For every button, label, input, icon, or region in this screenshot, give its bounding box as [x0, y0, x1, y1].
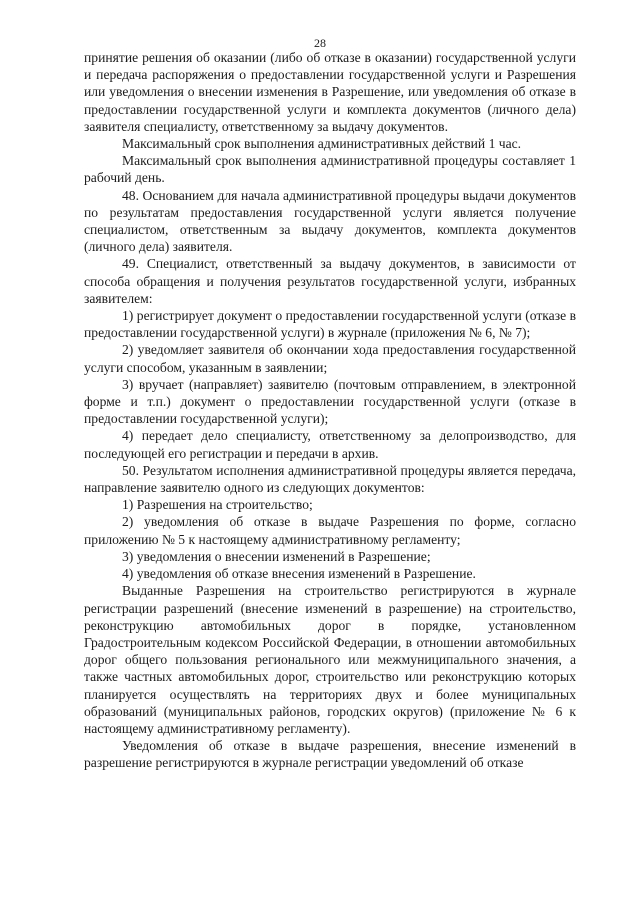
page-number: 28: [314, 36, 326, 50]
paragraph: 2) уведомления об отказе в выдаче Разрешения по форме, согласно приложению № 5 к настоящему административному регламенту;: [84, 514, 576, 547]
paragraph: принятие решения об оказании (либо об отказе в оказании) государственной услуги и передача распоряжения о предоставлении государственной услуги и Разрешения или уведомления о внесении изменения в Разрешение, или уведомления об отказе в предоставлении государственной услуги и комплекта документов (личного дела) заявителя специалисту, ответственному за выдачу документов.: [84, 50, 576, 134]
paragraph: 49. Специалист, ответственный за выдачу документов, в зависимости от способа обращения и получения результатов государственной услуги, избранных заявителем:: [84, 256, 576, 306]
paragraph: 4) уведомления об отказе внесения изменений в Разрешение.: [122, 566, 476, 582]
paragraph: 1) Разрешения на строительство;: [122, 497, 313, 513]
paragraph: Максимальный срок выполнения административных действий 1 час.: [122, 136, 522, 152]
paragraph: Уведомления об отказе в выдаче разрешения, внесение изменений в разрешение регистрируются в журнале регистрации уведомлений об отказе: [84, 738, 576, 771]
paragraph: 3) вручает (направляет) заявителю (почтовым отправлением, в электронной форме и т.п.) документ о предоставлении государственной услуги (отказе в предоставлении государственной услуги);: [84, 376, 576, 427]
paragraph: 1) регистрирует документ о предоставлении государственной услуги (отказе в предоставлении государственной услуги) в журнале (приложения № 6, № 7);: [84, 308, 576, 341]
paragraph: Выданные Разрешения на строительство регистрируются в журнале регистрации разрешений (внесение изменений в разрешение) на строительство, реконструкцию автомобильных дорог в порядке, установленном Градостроительным кодексом Российской Федерации, в отношении автомобильных дорог общего пользования регионального или межмуниципального значения, а также частных автомобильных дорог, строительство или реконструкцию которых планируется осуществлять на территориях двух и более муниципальных образований (муниципальных районов, городских округов) (приложение № 6 к настоящему административному регламенту).: [84, 583, 576, 736]
paragraph: 48. Основанием для начала административной процедуры выдачи документов по результатам предоставления государственной услуги является получение специалистом, ответственным за выдачу документов, комплекта документов (личного дела) заявителя.: [84, 187, 576, 255]
paragraph: 50. Результатом исполнения административной процедуры является передача, направление заявителю одного из следующих документов:: [84, 462, 576, 496]
document-body: [84, 49, 576, 772]
paragraph: 2) уведомляет заявителя об окончании хода предоставления государственной услуги способом, указанным в заявлении;: [84, 342, 576, 375]
paragraph: 4) передает дело специалисту, ответственному за делопроизводство, для последующей его регистрации и передачи в архив.: [84, 428, 576, 461]
paragraph: 3) уведомления о внесении изменений в Разрешение;: [122, 548, 431, 564]
paragraph: Максимальный срок выполнения административной процедуры составляет 1 рабочий день.: [84, 153, 576, 186]
